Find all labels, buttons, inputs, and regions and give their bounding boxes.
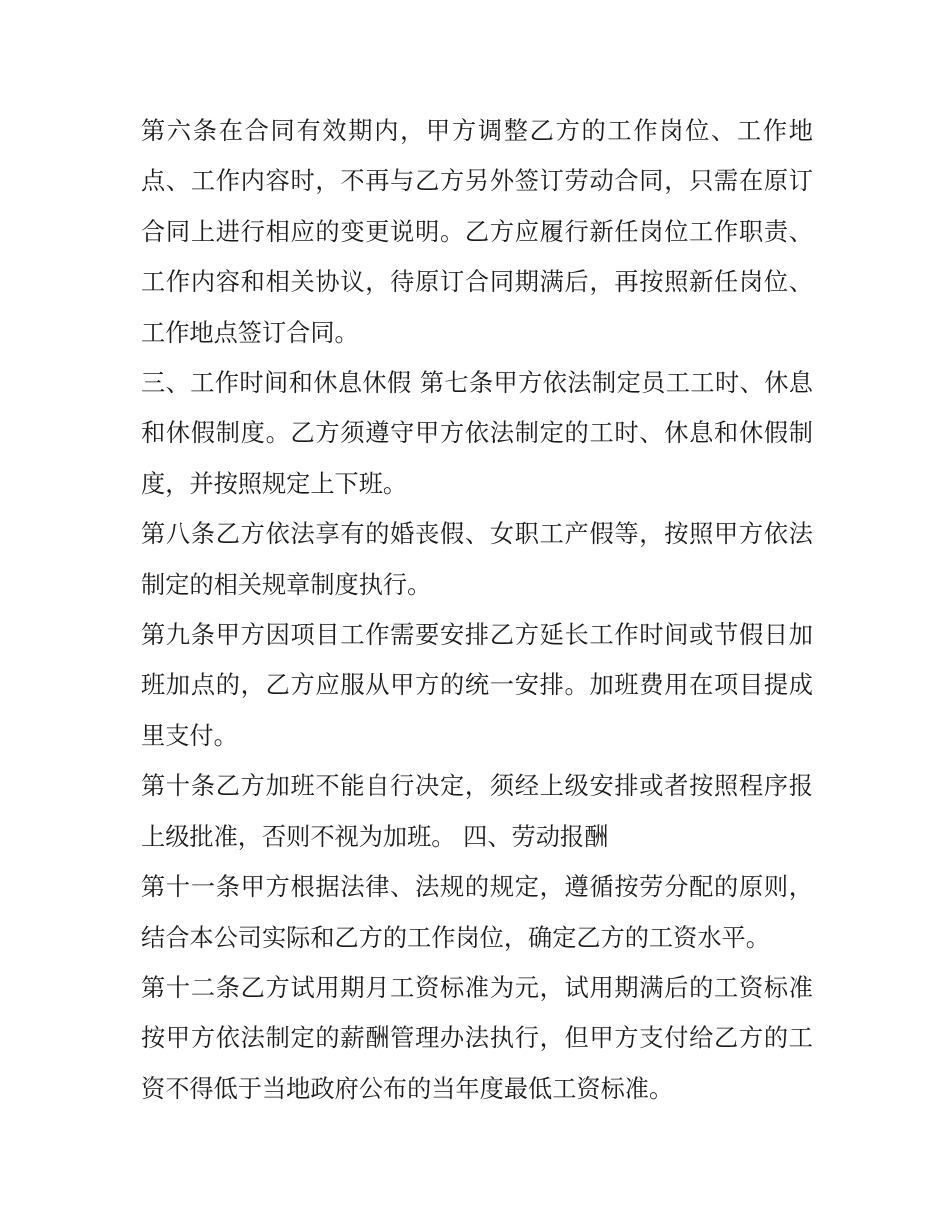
paragraph-section-3-article-7: 三、工作时间和休息休假 第七条甲方依法制定员工工时、休息和休假制度。乙方须遵守甲方依法制定的工时、休息和休假制度，并按照规定上下班。: [141, 369, 813, 498]
document-body: [141, 106, 813, 1114]
paragraph-article-10: 第十条乙方加班不能自行决定，须经上级安排或者按照程序报上级批准，否则不视为加班。 四、劳动报酬: [141, 772, 813, 851]
paragraph-article-8: 第八条乙方依法享有的婚丧假、女职工产假等，按照甲方依法制定的相关规章制度执行。: [141, 520, 813, 599]
paragraph-article-11: 第十一条甲方根据法律、法规的规定，遵循按劳分配的原则，结合本公司实际和乙方的工作岗位，确定乙方的工资水平。: [141, 873, 813, 952]
paragraph-article-6: 第六条在合同有效期内，甲方调整乙方的工作岗位、工作地点、工作内容时，不再与乙方另外签订劳动合同，只需在原订合同上进行相应的变更说明。乙方应履行新任岗位工作职责、工作内容和相关协议，待原订合同期满后，再按照新任岗位、工作地点签订合同。: [141, 117, 813, 347]
paragraph-article-9: 第九条甲方因项目工作需要安排乙方延长工作时间或节假日加班加点的，乙方应服从甲方的统一安排。加班费用在项目提成里支付。: [141, 621, 813, 750]
paragraph-article-12: 第十二条乙方试用期月工资标准为元，试用期满后的工资标准按甲方依法制定的薪酬管理办法执行，但甲方支付给乙方的工资不得低于当地政府公布的当年度最低工资标准。: [141, 973, 813, 1103]
